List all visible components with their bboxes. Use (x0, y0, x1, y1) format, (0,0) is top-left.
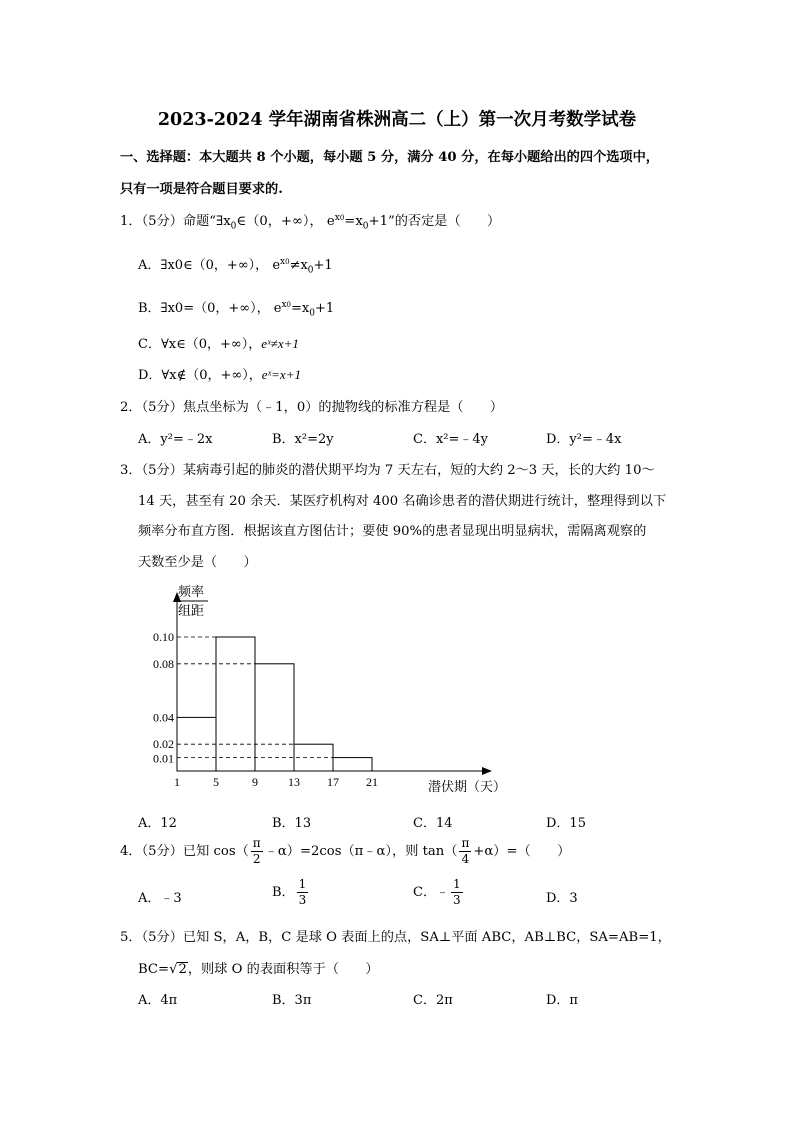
q1-option-d-text: D．∀x∉（0，+∞）， (138, 368, 262, 383)
q4-option-c-num: 1 (452, 877, 461, 891)
q4-stem-post: +α）=（ ） (473, 844, 571, 859)
x-tick-label-2: 9 (252, 775, 258, 789)
page-title: 2023-2024 学年湖南省株洲高二（上）第一次月考数学试卷 (157, 110, 637, 130)
q3-option-a: A．12 (138, 816, 177, 831)
q1-option-d-math: eˣ=x+1 (261, 367, 301, 382)
q3-stem-line4: 天数至少是（ ） (138, 555, 257, 570)
q4-option-b (272, 877, 310, 908)
q2-option-a: A．y²=﹣2x (138, 432, 213, 447)
histogram-bar-0 (177, 717, 216, 771)
q4-option-b-num: 1 (298, 877, 307, 891)
x-tick-label-4: 17 (327, 775, 339, 789)
q4-frac2-den: 4 (461, 852, 470, 866)
section-instructions-line2: 只有一项是符合题目要求的. (120, 182, 283, 197)
x-tick-label-5: 21 (366, 775, 378, 789)
x-axis-label: 潜伏期（天） (428, 779, 507, 794)
histogram-chart (130, 582, 530, 797)
q4-stem-mid: ﹣α）=2cos（π﹣α），则 tan（ (264, 844, 458, 859)
q4-option-c-label: C．﹣ (413, 885, 449, 900)
q5-option-a: A．4π (138, 993, 178, 1008)
section-instructions-line1: 一、选择题：本大题共 8 个小题，每小题 5 分，满分 40 分，在每小题给出的四个选项中， (120, 150, 659, 165)
q1-formula: $e^{x0}=x_0+1$ (326, 212, 388, 232)
q1-option-a (138, 254, 333, 276)
q5-option-c: C．2π (413, 993, 453, 1008)
histogram-bar-1 (216, 637, 255, 771)
q1-option-a-text: A．∃x0∈（0，+∞）， (138, 258, 269, 273)
q4-option-b-label: B． (272, 885, 295, 900)
q1-option-b-text: B．∃x0=（0，+∞）， (138, 301, 270, 316)
histogram-bar-4 (333, 758, 372, 771)
q3-option-c: C．14 (413, 816, 453, 831)
q1-stem-pre: 1．（5分）命题“∃x (120, 214, 231, 229)
x-tick-label-0: 1 (174, 775, 180, 789)
q1-stem: 1．（5分）命题“$\exists x_0\in(0$，+∞）， $e^{x0}=x_0+1$”的否定是（ ） (120, 212, 501, 232)
q2-option-c: C．x²=﹣4y (413, 432, 488, 447)
q3-stem-line1: 3．（5分）某病毒引起的肺炎的潜伏期平均为 7 天左右，短的大约 2～3 天，长的大约 10～ (120, 463, 655, 478)
q4-option-d: D．3 (546, 891, 578, 906)
q4-frac1-den: 2 (252, 852, 261, 866)
q1-option-b (138, 297, 334, 319)
y-tick-label-0: 0.10 (153, 630, 174, 644)
q3-option-d: D．15 (546, 816, 586, 831)
y-tick-label-1: 0.08 (153, 656, 174, 671)
y-axis-label-bottom: 组距 (178, 603, 205, 618)
q5-stem-line1: 5．（5分）已知 S，A，B，C 是球 O 表面上的点，SA⊥平面 ABC，AB⊥BC，SA=AB=1， (120, 930, 671, 945)
q5-option-b: B．3π (272, 993, 312, 1008)
q1-stem-post: ”的否定是（ ） (387, 214, 501, 229)
q4-frac-pi-over-4 (459, 836, 471, 867)
q3-stem-line2: 14 天，甚至有 20 余天．某医疗机构对 400 名确诊患者的潜伏期进行统计，整理得到以下 (138, 494, 667, 509)
q3-option-b: B．13 (272, 816, 312, 831)
q5-line2-pre: BC= (138, 962, 170, 977)
q4-option-c (413, 877, 465, 908)
y-axis-label-top: 频率 (178, 584, 205, 599)
y-tick-label-2: 0.04 (153, 710, 174, 725)
x-tick-label-3: 13 (288, 775, 300, 789)
x-axis-arrow-icon (482, 767, 492, 775)
q4-stem-pre: 4．（5分）已知 cos（ (120, 844, 249, 859)
q2-stem: 2．（5分）焦点坐标为（﹣1，0）的抛物线的标准方程是（ ） (120, 400, 504, 415)
x-tick-label-1: 5 (213, 775, 219, 789)
q1-option-a-formula: $e^{x0}\ne x_0+1$ (272, 256, 333, 276)
q2-option-d: D．y²=﹣4x (546, 432, 622, 447)
q5-option-d: D．π (546, 993, 578, 1008)
y-tick-label-4: 0.01 (153, 751, 174, 766)
q5-sqrt-value: 2 (178, 962, 187, 977)
q1-option-c-text: C．∀x∈（0，+∞）， (138, 337, 262, 352)
q5-line2-post: ，则球 O 的表面积等于（ ） (187, 962, 379, 977)
y-tick-label-3: 0.02 (153, 737, 174, 752)
q4-option-c-den: 3 (452, 893, 461, 907)
q4-frac-pi-over-2 (251, 836, 263, 867)
q1-option-c (138, 333, 299, 352)
q4-option-a: A．﹣3 (138, 891, 182, 906)
histogram-bar-2 (255, 664, 294, 771)
q4-frac1-num: π (252, 836, 261, 850)
q5-stem-line2 (138, 958, 379, 977)
q4-stem (120, 836, 570, 867)
q1-option-c-math: eˣ≠x+1 (261, 336, 299, 351)
q4-option-b-den: 3 (298, 893, 307, 907)
q1-stem-mid: ∈（0，+∞）， (236, 214, 323, 229)
q1-option-d (138, 364, 301, 383)
q3-stem-line3: 频率分布直方图．根据该直方图估计；要使 90%的患者显现出明显病状，需隔离观察的 (138, 524, 647, 539)
q2-option-b: B．x²=2y (272, 432, 334, 447)
q4-frac2-num: π (461, 836, 470, 850)
sqrt-icon: √ (169, 962, 178, 977)
q1-option-b-formula: $e^{x0}=x_0+1$ (273, 299, 335, 319)
